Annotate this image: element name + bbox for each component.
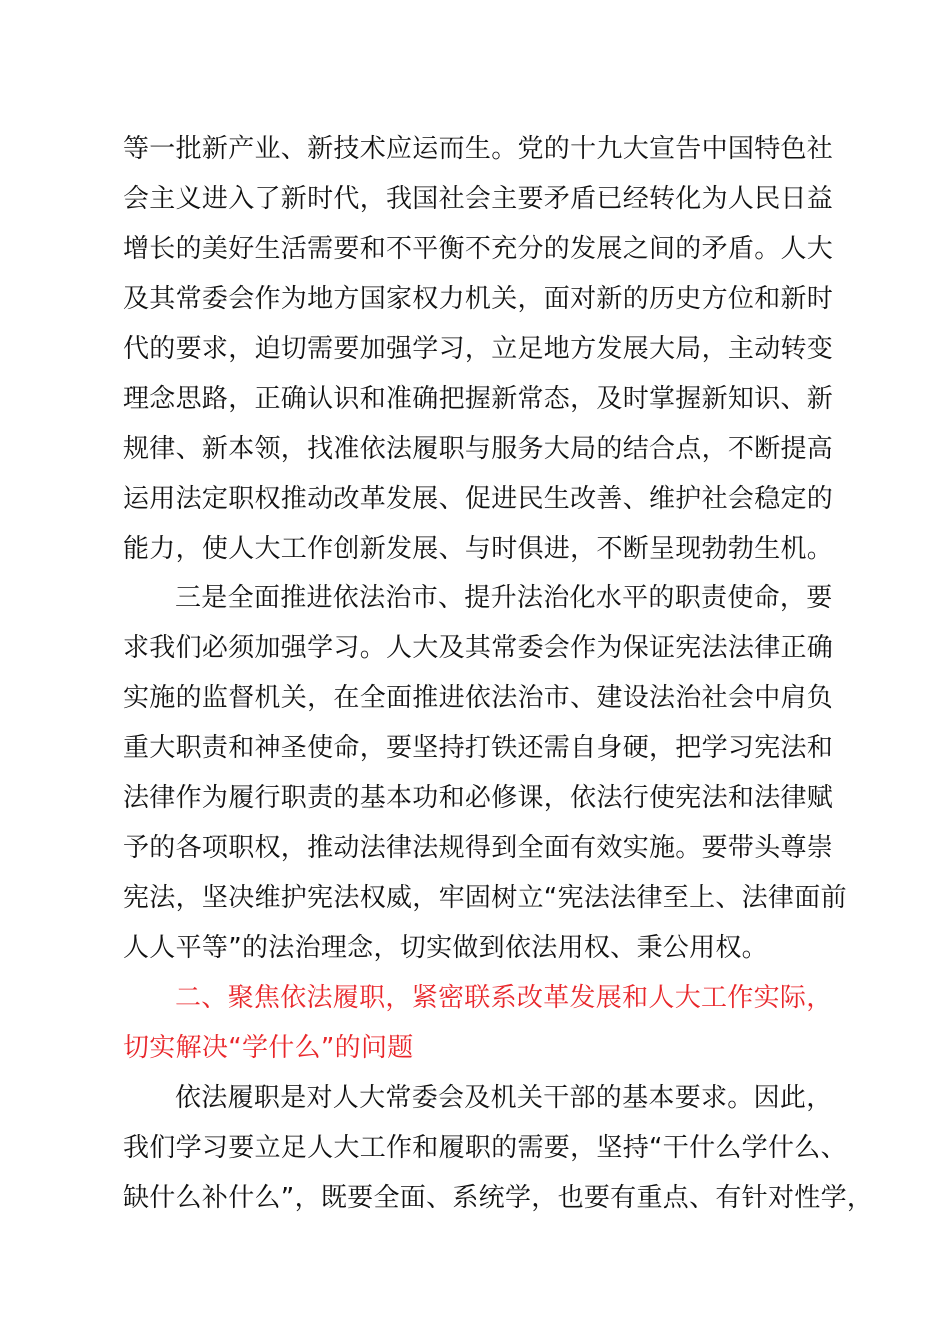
paragraph-start-line: 依法履职是对人大常委会及机关干部的基本要求。因此， <box>175 1083 833 1113</box>
body-text-line: 实施的监督机关，在全面推进依法治市、建设法治社会中肩负 <box>123 683 834 713</box>
section-heading-line: 二、聚焦依法履职，紧密联系改革发展和人大工作实际， <box>175 983 833 1013</box>
body-text-line: 求我们必须加强学习。人大及其常委会作为保证宪法法律正确 <box>123 633 834 663</box>
body-text-line: 及其常委会作为地方国家权力机关，面对新的历史方位和新时 <box>123 284 834 314</box>
body-text-line: 会主义进入了新时代，我国社会主要矛盾已经转化为人民日益 <box>123 184 834 214</box>
body-text-line: 运用法定职权推动改革发展、促进民生改善、维护社会稳定的 <box>123 484 834 514</box>
body-text-line: 规律、新本领，找准依法履职与服务大局的结合点，不断提高 <box>123 434 834 464</box>
body-text-line: 我们学习要立足人大工作和履职的需要，坚持“干什么学什么、 <box>123 1133 847 1163</box>
body-text-line: 予的各项职权，推动法律法规得到全面有效实施。要带头尊崇 <box>123 833 834 863</box>
body-text-line: 缺什么补什么”，既要全面、系统学，也要有重点、有针对性学， <box>123 1183 874 1213</box>
body-text-line: 代的要求，迫切需要加强学习，立足地方发展大局，主动转变 <box>123 334 834 364</box>
body-text-line: 能力，使人大工作创新发展、与时俱进，不断呈现勃勃生机。 <box>123 534 834 564</box>
body-text-line: 等一批新产业、新技术应运而生。党的十九大宣告中国特色社 <box>123 134 834 164</box>
body-text-line: 人人平等”的法治理念，切实做到依法用权、秉公用权。 <box>123 933 768 963</box>
section-heading-line: 切实解决“学什么”的问题 <box>123 1033 414 1063</box>
paragraph-start-line: 三是全面推进依法治市、提升法治化水平的职责使命，要 <box>175 583 833 613</box>
body-text-line: 宪法，坚决维护宪法权威，牢固树立“宪法法律至上、法律面前 <box>123 883 847 913</box>
body-text-line: 理念思路，正确认识和准确把握新常态，及时掌握新知识、新 <box>123 384 834 414</box>
body-text-line: 法律作为履行职责的基本功和必修课，依法行使宪法和法律赋 <box>123 783 834 813</box>
body-text-line: 重大职责和神圣使命，要坚持打铁还需自身硬，把学习宪法和 <box>123 733 834 763</box>
body-text-line: 增长的美好生活需要和不平衡不充分的发展之间的矛盾。人大 <box>123 234 834 264</box>
